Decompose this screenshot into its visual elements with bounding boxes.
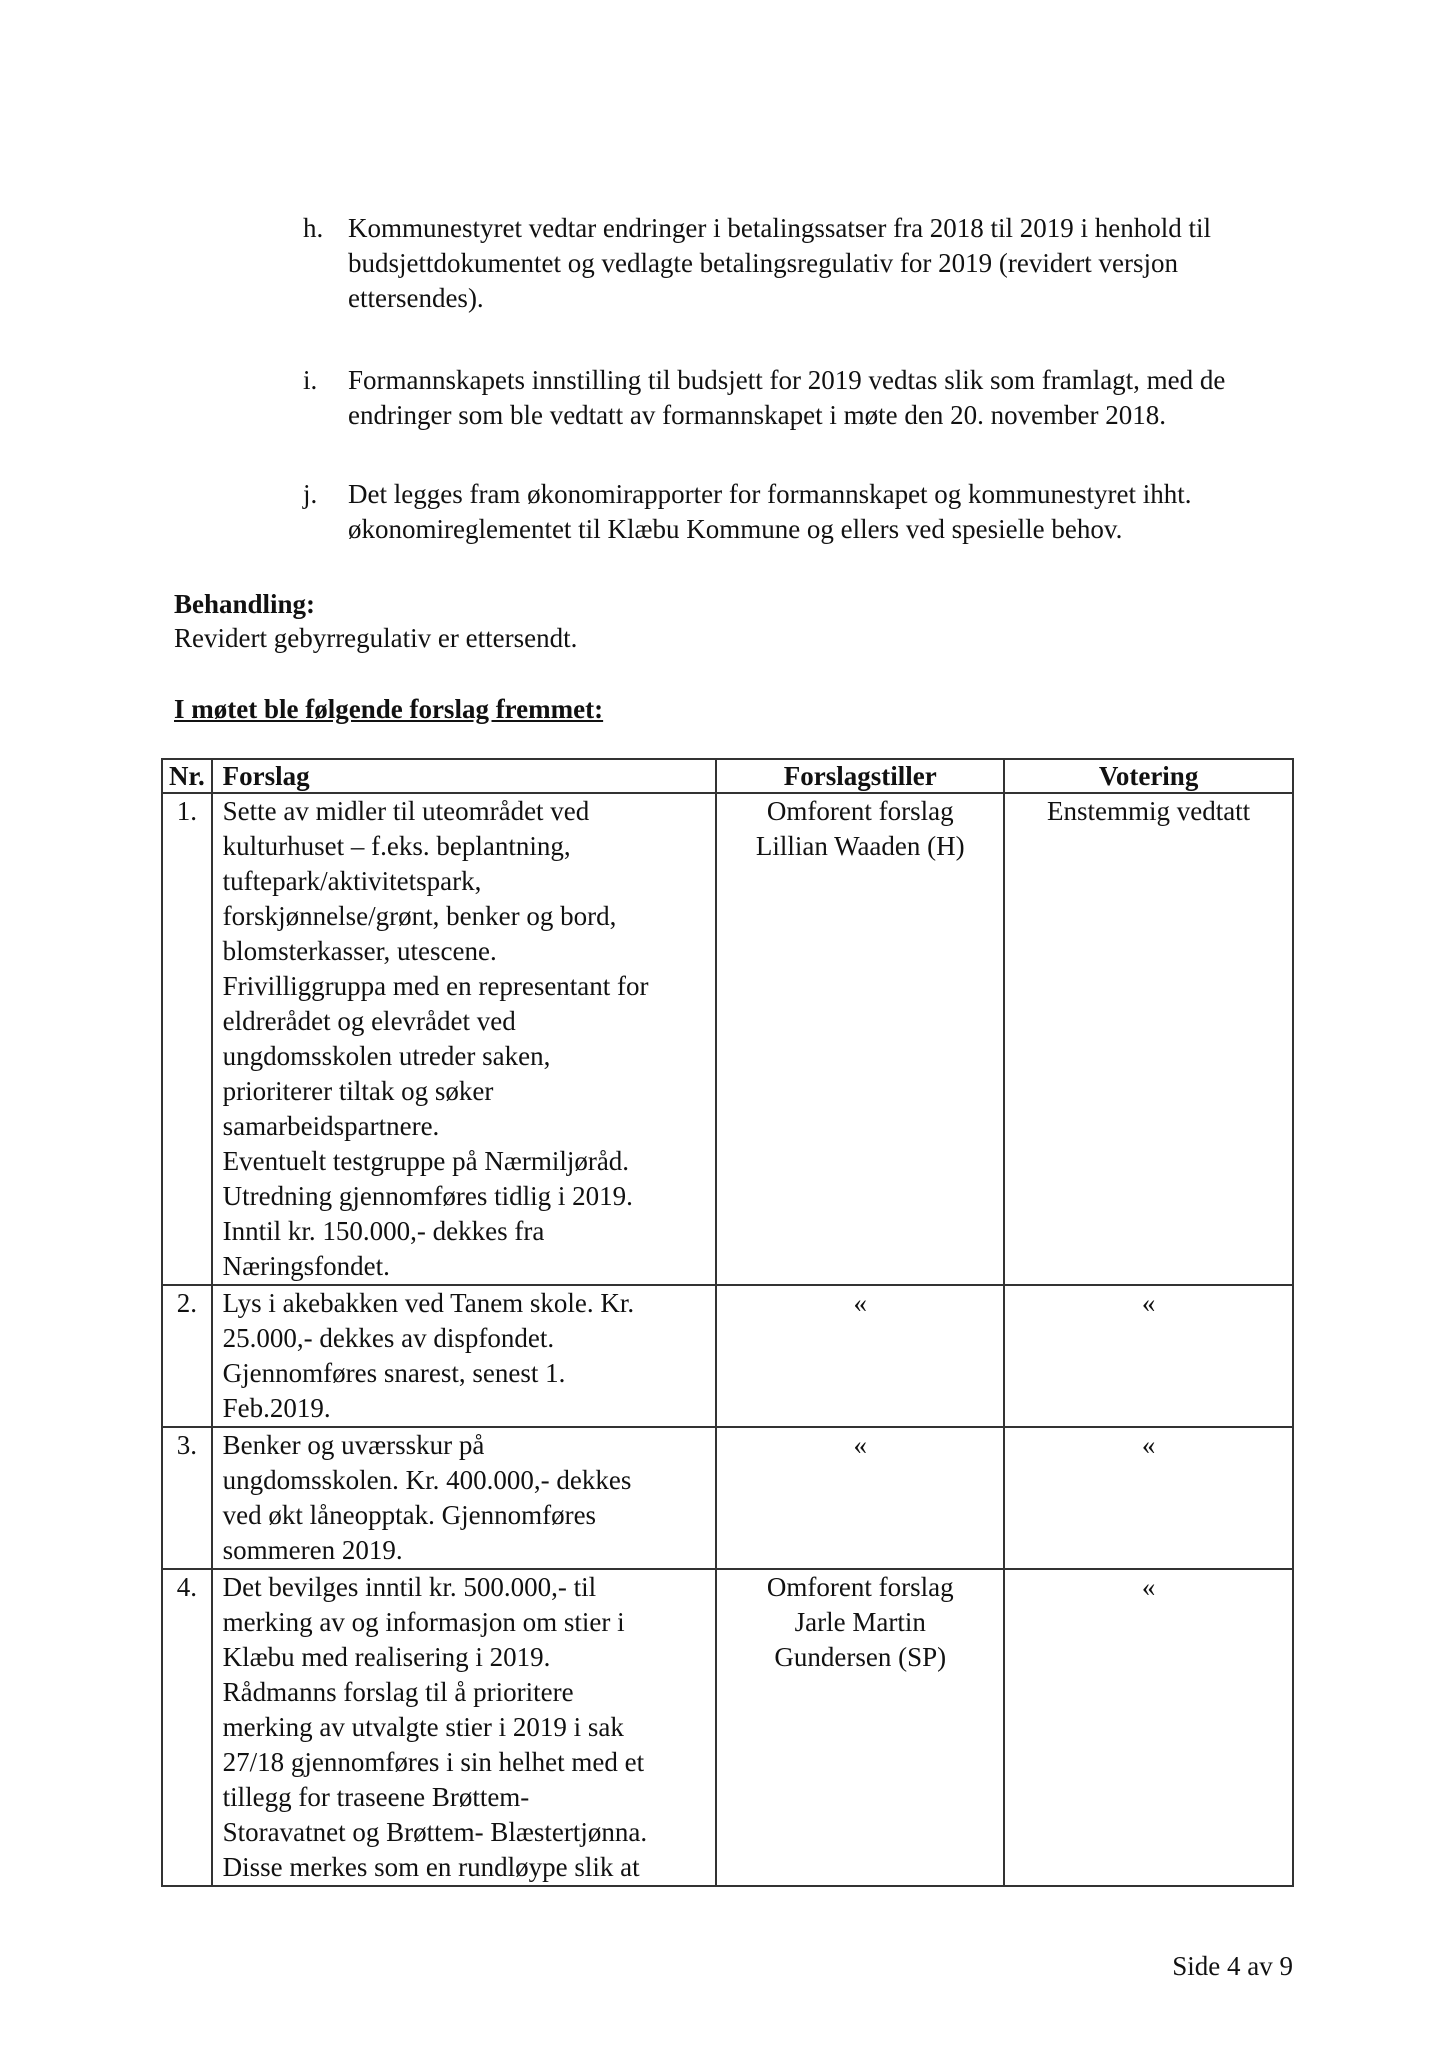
forslagstiller-line: Lillian Waaden (H)	[755, 831, 965, 861]
list-marker: h.	[303, 213, 324, 243]
forslag-line: Storavatnet og Brøttem- Blæstertjønna.	[222, 1817, 648, 1847]
cell-nr: 2.	[162, 1285, 212, 1427]
cell-votering: «	[1004, 1427, 1293, 1569]
cell-forslagstiller	[716, 1285, 1004, 1427]
cell-votering: «	[1004, 1285, 1293, 1427]
table-row	[162, 1427, 1293, 1569]
forslag-line: Lys i akebakken ved Tanem skole. Kr.	[222, 1288, 635, 1318]
behandling-text: Revidert gebyrregulativ er ettersendt.	[174, 623, 578, 653]
list-marker: i.	[303, 365, 318, 395]
forslag-line: 25.000,- dekkes av dispfondet.	[222, 1323, 555, 1353]
table-header-row	[162, 759, 1293, 793]
list-item-j	[303, 477, 1293, 547]
header-nr: Nr.	[162, 759, 212, 793]
list-item-i	[303, 363, 1293, 433]
forslag-line: Inntil kr. 150.000,- dekkes fra	[222, 1216, 545, 1246]
forslag-line: eldrerådet og elevrådet ved	[222, 1006, 516, 1036]
forslag-line: ungdomsskolen utreder saken,	[222, 1041, 551, 1071]
header-votering: Votering	[1004, 759, 1293, 793]
cell-forslag	[212, 1285, 717, 1427]
forslagstiller-line: «	[853, 1430, 867, 1460]
forslag-line: Utredning gjennomføres tidlig i 2019.	[222, 1181, 633, 1211]
table-row	[162, 793, 1293, 1285]
cell-forslagstiller	[716, 793, 1004, 1285]
forslagstiller-line: Omforent forslag	[766, 1572, 954, 1602]
list-item-text: Kommunestyret vedtar endringer i betalingssatser fra 2018 til 2019 i henhold til budsjettdokumentet og vedlagte betalingsregulativ for 2019 (revidert versjon ettersendes).	[348, 213, 1212, 313]
list-item-text: Formannskapets innstilling til budsjett for 2019 vedtas slik som framlagt, med de endringer som ble vedtatt av formannskapet i møte den 20. november 2018.	[348, 365, 1226, 430]
forslag-heading-block	[174, 692, 603, 726]
page-number: Side 4 av 9	[1172, 1951, 1293, 1981]
table-row	[162, 1285, 1293, 1427]
cell-votering: Enstemmig vedtatt	[1004, 793, 1293, 1285]
forslagstiller-line: «	[853, 1288, 867, 1318]
cell-nr: 4.	[162, 1569, 212, 1886]
forslag-line: ungdomsskolen. Kr. 400.000,- dekkes	[222, 1465, 632, 1495]
forslag-line: merking av utvalgte stier i 2019 i sak	[222, 1712, 624, 1742]
forslag-line: Disse merkes som en rundløype slik at	[222, 1852, 640, 1882]
forslag-line: Eventuelt testgruppe på Nærmiljøråd.	[222, 1146, 630, 1176]
forslag-heading: I møtet ble følgende forslag fremmet:	[174, 694, 604, 724]
forslag-line: ved økt låneopptak. Gjennomføres	[222, 1500, 597, 1530]
cell-nr: 1.	[162, 793, 212, 1285]
forslag-line: tillegg for traseene Brøttem-	[222, 1782, 530, 1812]
forslag-line: Rådmanns forslag til å prioritere	[222, 1677, 574, 1707]
forslag-line: Klæbu med realisering i 2019.	[222, 1642, 551, 1672]
forslag-line: forskjønnelse/grønt, benker og bord,	[222, 901, 617, 931]
list-item-text: Det legges fram økonomirapporter for formannskapet og kommunestyret ihht. økonomireglementet til Klæbu Kommune og ellers ved spesielle behov.	[348, 479, 1192, 544]
header-forslag: Forslag	[212, 759, 717, 793]
cell-forslag	[212, 1569, 717, 1886]
cell-votering: «	[1004, 1569, 1293, 1886]
forslag-line: samarbeidspartnere.	[222, 1111, 440, 1141]
table-body	[162, 793, 1293, 1886]
forslag-line: Feb.2019.	[222, 1393, 331, 1423]
forslag-line: blomsterkasser, utescene.	[222, 936, 497, 966]
forslagstiller-line: Gundersen (SP)	[774, 1642, 947, 1672]
forslag-line: merking av og informasjon om stier i	[222, 1607, 625, 1637]
behandling-section	[174, 587, 577, 655]
proposals-table	[161, 758, 1294, 1887]
list-marker: j.	[303, 479, 318, 509]
table-row	[162, 1569, 1293, 1886]
forslag-line: sommeren 2019.	[222, 1535, 403, 1565]
forslag-line: prioriterer tiltak og søker	[222, 1076, 494, 1106]
forslagstiller-line: Omforent forslag	[766, 796, 954, 826]
list-item-h	[303, 211, 1293, 316]
forslag-line: 27/18 gjennomføres i sin helhet med et	[222, 1747, 645, 1777]
forslag-line: Sette av midler til uteområdet ved	[222, 796, 590, 826]
forslag-line: tuftepark/aktivitetspark,	[222, 866, 482, 896]
forslag-line: Frivilliggruppa med en representant for	[222, 971, 649, 1001]
header-forslagstiller: Forslagstiller	[716, 759, 1004, 793]
forslag-line: Gjennomføres snarest, senest 1.	[222, 1358, 566, 1388]
cell-forslag	[212, 1427, 717, 1569]
cell-forslag	[212, 793, 717, 1285]
forslag-line: Næringsfondet.	[222, 1251, 390, 1281]
forslag-line: Benker og uværsskur på	[222, 1430, 485, 1460]
cell-nr: 3.	[162, 1427, 212, 1569]
behandling-heading: Behandling:	[174, 589, 316, 619]
forslag-line: Det bevilges inntil kr. 500.000,- til	[222, 1572, 597, 1602]
cell-forslagstiller	[716, 1427, 1004, 1569]
forslag-line: kulturhuset – f.eks. beplantning,	[222, 831, 571, 861]
forslagstiller-line: Jarle Martin	[794, 1607, 926, 1637]
cell-forslagstiller	[716, 1569, 1004, 1886]
